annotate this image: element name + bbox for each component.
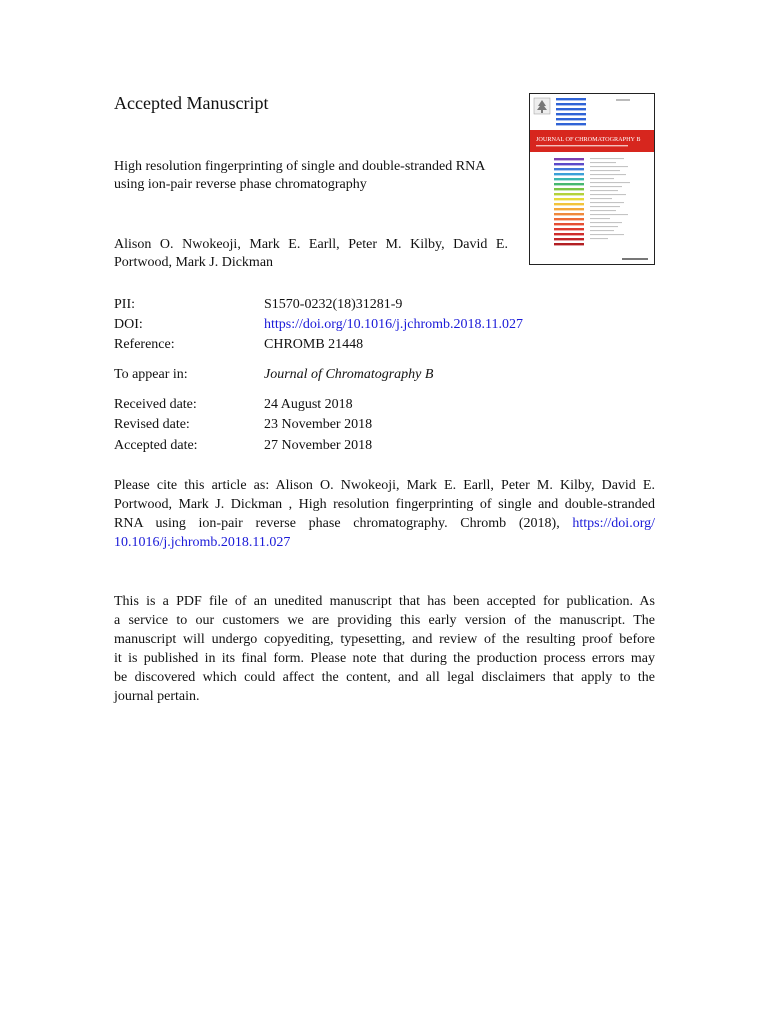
cover-contents-lines	[590, 158, 630, 239]
article-title-line: using ion-pair reverse phase chromatography	[114, 177, 367, 192]
cover-journal-title: JOURNAL OF CHROMATOGRAPHY B	[536, 136, 641, 143]
citation-line: Portwood, Mark J. Dickman , High resolution fingerprinting of single and double-stranded	[114, 497, 655, 512]
accepted-date-value: 27 November 2018	[264, 438, 373, 453]
citation-line	[114, 533, 655, 552]
citation-text: RNA using ion-pair reverse phase chromatography. Chromb (2018),	[114, 516, 560, 531]
disclaimer-line: be discovered which could affect the content, and all legal disclaimers that apply to the	[114, 670, 655, 685]
revised-date-label: Revised date:	[114, 417, 190, 432]
doi-label: DOI:	[114, 317, 143, 332]
journal-name: Journal of Chromatography B	[264, 367, 434, 382]
elsevier-logo-icon	[534, 98, 550, 114]
citation-doi-link-continued[interactable]: 10.1016/j.jchromb.2018.11.027	[114, 535, 291, 550]
journal-cover-thumbnail	[529, 93, 655, 265]
author-line: Portwood, Mark J. Dickman	[114, 255, 274, 270]
citation-doi-link[interactable]: https://doi.org/	[572, 516, 655, 531]
cover-stripes-top	[556, 98, 586, 125]
citation-line	[114, 514, 655, 533]
disclaimer-line: a service to our customers we are providing this early version of the manuscript. The	[114, 613, 655, 628]
disclaimer-line: This is a PDF file of an unedited manuscript that has been accepted for publication. As	[114, 594, 655, 609]
disclaimer-line: manuscript will undergo copyediting, typesetting, and review of the resulting proof before	[114, 632, 655, 647]
received-date-label: Received date:	[114, 397, 197, 412]
disclaimer-line: journal pertain.	[114, 689, 200, 704]
appear-in-label: To appear in:	[114, 367, 188, 382]
pii-label: PII:	[114, 297, 135, 312]
reference-label: Reference:	[114, 337, 175, 352]
reference-value: CHROMB 21448	[264, 337, 364, 352]
received-date-value: 24 August 2018	[264, 397, 353, 412]
disclaimer-line: it is published in its final form. Please note that during the production process errors may	[114, 651, 655, 666]
citation-line: Please cite this article as: Alison O. Nwokeoji, Mark E. Earll, Peter M. Kilby, David E.	[114, 478, 655, 493]
revised-date-value: 23 November 2018	[264, 417, 373, 432]
citation-paragraph	[114, 476, 655, 552]
disclaimer-paragraph	[114, 592, 655, 706]
article-title	[114, 158, 514, 194]
pii-value: S1570-0232(18)31281-9	[264, 297, 403, 312]
cover-spectrum	[554, 158, 584, 245]
accepted-date-label: Accepted date:	[114, 438, 198, 453]
author-line: Alison O. Nwokeoji, Mark E. Earll, Peter M. Kilby, David E.	[114, 237, 508, 252]
author-list	[114, 236, 508, 272]
article-title-line: High resolution fingerprinting of single and double-stranded RNA	[114, 159, 486, 174]
journal-cover-image	[530, 94, 654, 264]
accepted-manuscript-heading: Accepted Manuscript	[114, 93, 269, 113]
doi-link[interactable]: https://doi.org/10.1016/j.jchromb.2018.11.027	[264, 317, 523, 332]
